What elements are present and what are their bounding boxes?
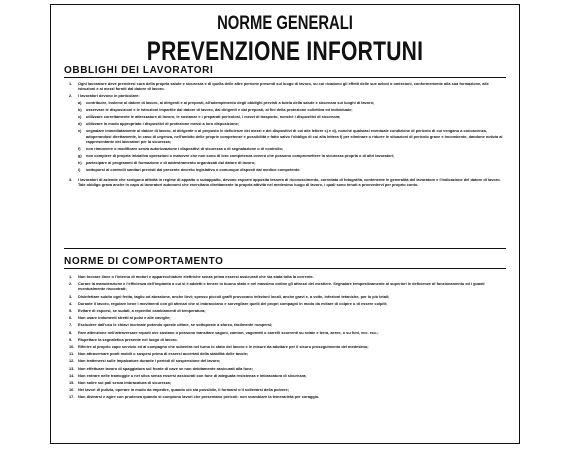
item-text: Curare la manutenzione e l'efficienza dell'impianto a cui si è addetti e tenere in buono stato e nel massimo ordine gli attrezzi del mestiere. Segnalare tempestivamente ai superiori le deficienze di funzionamento ed i guasti eventualmente riscontrati; bbox=[78, 281, 485, 292]
item-number: 5. bbox=[69, 308, 73, 314]
item-number: 1. bbox=[69, 274, 73, 279]
comportamento-list bbox=[69, 274, 505, 401]
item-text: Non trattenersi sulle impalcature durante i periodi di sospensione del lavoro; bbox=[78, 358, 221, 364]
sub-item-letter: f) bbox=[78, 146, 81, 152]
item-number: 17. bbox=[69, 394, 75, 400]
item-number: 14. bbox=[69, 372, 75, 378]
item-number: 12. bbox=[69, 358, 75, 364]
sub-item-text: non rimuovere o modificare senza autorizzazione i dispositivi di sicurezza o di segnalazione o di controllo; bbox=[86, 146, 284, 152]
list-item bbox=[69, 281, 505, 292]
sub-item bbox=[78, 167, 505, 172]
item-text: Disinfettare subito ogni ferita, taglio od abrasione, anche lievi; spesso piccoli graffi provocano infezioni locali, anche gravi e, a volte, infezioni tetaniche, per lo più letali; bbox=[78, 293, 390, 299]
item-number: 8. bbox=[69, 329, 73, 335]
safety-notice-sign bbox=[50, 4, 520, 444]
list-item bbox=[69, 337, 505, 342]
sub-item-letter: e) bbox=[78, 128, 82, 134]
item-text: Non effettuare lavoro di spaggiatura sul fronte di cave se non debitamente assicurati alla fune; bbox=[78, 365, 253, 371]
list-item-note bbox=[69, 177, 505, 188]
sub-item bbox=[78, 107, 505, 112]
sub-item bbox=[78, 153, 505, 158]
section-rule bbox=[64, 77, 506, 78]
item-number: 13. bbox=[69, 365, 75, 371]
item-text: Non entrare nelle tramoggie o nei silos senza essersi assicurati con fune di adeguata resistenza e imbracatura di sicurezza; bbox=[78, 372, 307, 378]
list-item bbox=[69, 387, 505, 392]
list-item bbox=[69, 344, 505, 349]
section-heading-obblighi: OBBLIGHI DEI LAVORATORI bbox=[64, 65, 214, 76]
item-text: Riferire al proprio capo servizio ed al compagno che subentra nel turno lo stato del lavoro e le misure da adottare per il sicuro proseguimento del medesimo; bbox=[78, 343, 369, 349]
sub-item-text: sottoporsi ai controlli sanitari previsti dal presente decreto legislativo o comunque disposti dal medico competente. bbox=[86, 167, 301, 173]
item-text: Non usare indumenti stretti ai polsi e alle caviglie; bbox=[78, 315, 171, 321]
item-text: Ogni lavoratore deve prendersi cura della propria salute e sicurezza e di quella delle altre persone presenti sul luogo di lavoro, su cui ricadono gli effetti delle sue azioni o omissioni, conformemente alla sua formazione, alle istruzioni e ai mezzi forniti dal datore di lavoro. bbox=[78, 81, 489, 92]
sub-item-letter: c) bbox=[78, 114, 82, 120]
sub-item-text: partecipare ai programmi di formazione e di addestramento organizzati dal datore di lavoro; bbox=[86, 160, 256, 166]
list-item bbox=[69, 294, 505, 299]
item-text: Escludere dall'uso le chiavi incrinate potendo queste ultime, se sottoposte a sforzo, facilmente rompersi; bbox=[78, 322, 273, 328]
sub-item bbox=[78, 146, 505, 151]
list-item bbox=[69, 373, 505, 378]
item-text: Non distrarsi e agire con prudenza quando si compiono lavori che presentano pericoli: non scambiare la temerarietà per coraggio. bbox=[78, 394, 320, 400]
sub-item-text: non compiere di propria iniziativa operazioni o manovre che non sono di loro competenza ovvero che possono compromettere la sicurezza propria o di altri lavoratori; bbox=[86, 153, 395, 159]
section-rule bbox=[64, 268, 506, 269]
list-item bbox=[69, 351, 505, 356]
item-text: Non attraversare ponti mobili o sospesi prima di essersi accertati della stabilità delle tavole; bbox=[78, 351, 249, 357]
item-number: 7. bbox=[69, 322, 73, 328]
list-item bbox=[69, 93, 505, 98]
title-line-1: NORME GENERALI bbox=[217, 13, 353, 34]
item-number: 3. bbox=[69, 176, 73, 182]
item-number: 2. bbox=[69, 93, 73, 99]
sub-item-letter: b) bbox=[78, 107, 82, 113]
sub-item bbox=[78, 160, 505, 165]
list-item bbox=[69, 274, 505, 279]
sub-item bbox=[78, 114, 505, 119]
sub-item-text: utilizzare in modo appropriato i dispositivi di protezione messi a loro disposizione; bbox=[86, 121, 240, 127]
item-text: Durante il lavoro, regolare bene i movimenti con gli attrezzi che si imbracciano e sorvegliare quelli dei propri compagni in modo da evitare di colpire o di essere colpiti; bbox=[78, 300, 388, 306]
item-number: 11. bbox=[69, 351, 75, 357]
sub-item-text: segnalare immediatamente al datore di lavoro, al dirigente o al preposto le deficienze dei mezzi e dei dispositivi di cui alle lettere c) e d), nonché qualsiasi eventuale condizione di pericolo di cui vengano a conoscenza, adoperandosi direttamente, in caso di urgenza, nell'ambito delle proprie competenze e possibilità e fatto salvo l'obbligo di cui alla lettera f) per eliminare o ridurre le situazioni di pericolo grave e incombente, dandone notizia al rappresentante dei lavoratori per la sicurezza; bbox=[86, 128, 503, 145]
item-text: Non salire sui pali senza imbracatura di sicurezza; bbox=[78, 379, 171, 385]
section-divider bbox=[64, 248, 506, 249]
list-item bbox=[69, 322, 505, 327]
obblighi-list bbox=[69, 81, 505, 189]
item-text: Evitare di esporsi, se sudati, a repentini cambiamenti di temperatura; bbox=[78, 308, 206, 314]
list-item bbox=[69, 301, 505, 306]
note-text: I lavoratori di aziende che svolgono attività in regime di appalto o subappalto, devono esporre apposita tessera di riconoscimento, corredata di fotografia, contenente le generalità del lavoratore e l'indicazione del datore di lavoro. Tale obbligo grava anche in capo ai lavoratori autonomi che esercitano direttamente la propria attività nel medesimo luogo di lavoro, i quali sono tenuti a provvedervi per proprio conto. bbox=[78, 176, 501, 188]
item-number: 10. bbox=[69, 343, 75, 349]
item-text: I lavoratori devono in particolare: bbox=[78, 93, 140, 99]
item-number: 15. bbox=[69, 379, 75, 385]
sub-item-text: utilizzare correttamente le attrezzature di lavoro, le sostanze e i preparati pericolosi, i mezzi di trasporto, nonché i dispositivi di sicurezza; bbox=[86, 114, 341, 120]
list-item bbox=[69, 315, 505, 320]
list-item bbox=[69, 81, 505, 92]
sub-item-letter: h) bbox=[78, 160, 82, 166]
item-number: 9. bbox=[69, 336, 73, 342]
item-number: 2. bbox=[69, 281, 73, 287]
item-number: 4. bbox=[69, 300, 73, 306]
list-item bbox=[69, 366, 505, 371]
sub-item bbox=[78, 100, 505, 105]
section-heading-comportamento: NORME DI COMPORTAMENTO bbox=[64, 256, 224, 267]
list-item bbox=[69, 358, 505, 363]
list-item bbox=[69, 330, 505, 335]
sub-item-text: contribuire, insieme al datore di lavoro, ai dirigenti e ai preposti, all'adempimento degli obblighi previsti a tutela della salute e sicurezza sui luoghi di lavoro; bbox=[86, 100, 375, 106]
sub-item bbox=[78, 128, 505, 144]
title-line-2: PREVENZIONE INFORTUNI bbox=[146, 36, 424, 66]
item-number: 1. bbox=[69, 81, 73, 86]
list-item bbox=[69, 394, 505, 399]
sub-item-letter: i) bbox=[78, 167, 81, 173]
sub-item-letter: g) bbox=[78, 153, 82, 159]
item-number: 16. bbox=[69, 387, 75, 393]
sub-item-letter: a) bbox=[78, 100, 82, 106]
item-text: Non toccare linee o l'interno di motori e apparecchiature elettriche senza prima essersi assicurati che sia stata tolta la corrente. bbox=[78, 274, 314, 279]
sub-item bbox=[78, 121, 505, 126]
sub-item-text: osservare le disposizioni e le istruzioni impartite dal datore di lavoro, dai dirigenti e dai preposti, ai fini della protezione collettiva ed individuale; bbox=[86, 107, 353, 113]
list-item bbox=[69, 380, 505, 385]
item-text: Rispettare la segnaletica presente nel luogo di lavoro. bbox=[78, 336, 178, 342]
item-number: 6. bbox=[69, 315, 73, 321]
item-text: Fare attenzione nell'attraversare reparti ove sostano o possono transitare vagoni, camion, vagonetti o carrelli scorrenti su rotaie e terra, aeree, o su funi, ecc. ecc.; bbox=[78, 329, 379, 335]
item-number: 3. bbox=[69, 293, 73, 299]
sub-item-letter: d) bbox=[78, 121, 82, 127]
list-item bbox=[69, 308, 505, 313]
item-text: Nei lavori di pulizia, operare in modo da impedire, quando ciò sia possibile, il formarsi o il sollevarsi della polvere; bbox=[78, 387, 290, 393]
